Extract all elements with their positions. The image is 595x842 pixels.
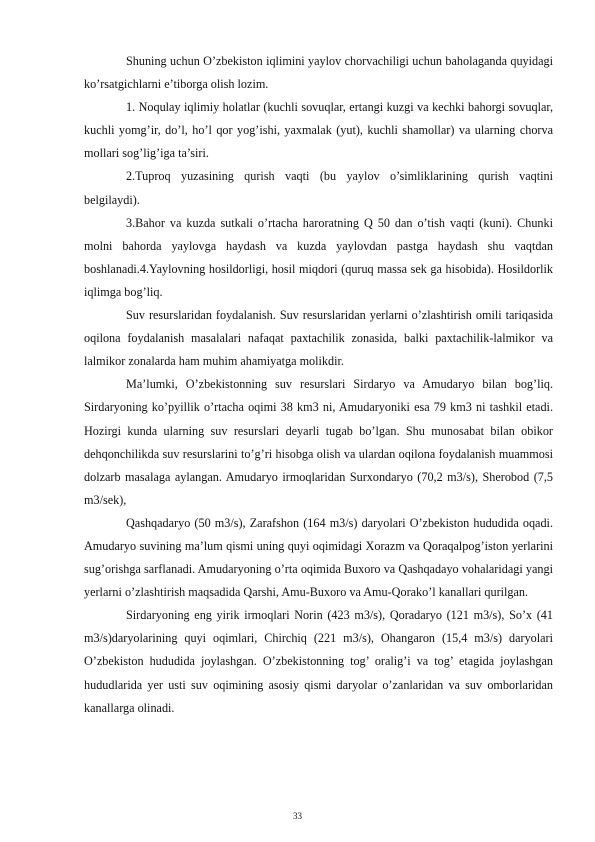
- document-body: [84, 50, 553, 720]
- paragraph-7: Qashqadaryo (50 m3/s), Zarafshon (164 m3/s) daryolari O’zbekiston hududida oqadi. Amudaryo suvining ma’lum qismi uning quyi oqimidagi Xorazm va Qoraqalpog’iston yerlarini sug’orishga sarflanadi. Amudaryoning o’rta oqimida Buxoro va Qashqadayo vohalaridagi yangi yerlarni o’zlashtirish maqsadida Qarshi, Amu-Buxoro va Amu-Qorako’l kanallari qurilgan.: [84, 515, 553, 600]
- paragraph-8: Sirdaryoning eng yirik irmoqlari Norin (423 m3/s), Qoradaryo (121 m3/s), So’x (41 m3/s)daryolarining quyi oqimlari, Chirchiq (221 m3/s), Ohangaron (15,4 m3/s) daryolari O’zbekiston hududida joylashgan. O’zbekistonning tog’ oralig’i va tog’ etagida joylashgan hududlarida yer usti suv oqimining asosiy qismi daryolar o’zanlaridan va suv omborlaridan kanallarga olinadi.: [84, 608, 553, 715]
- paragraph-2: 1. Noqulay iqlimiy holatlar (kuchli sovuqlar, ertangi kuzgi va kechki bahorgi sovuqlar, kuchli yomg’ir, do’l, ho’l qor yog’ishi, yaxmalak (yut), kuchli shamollar) va ularning chorva mollari sog’lig’iga ta’siri.: [84, 100, 553, 161]
- paragraph-6: Ma’lumki, O’zbekistonning suv resurslari Sirdaryo va Amudaryo bilan bog’liq. Sirdaryoning ko’pyillik o’rtacha oqimi 38 km3 ni, Amudaryoniki esa 79 km3 ni tashkil etadi. Hozirgi kunda ularning suv resurslari deyarli tugab bo’lgan. Shu munosabat bilan obikor dehqonchilikda suv resurslarini to’g’ri hisobga olish va ulardan oqilona foydalanish muammosi dolzarb masalaga aylangan. Amudaryo irmoqlaridan Surxondaryo (70,2 m3/s), Sherobod (7,5 m3/sek),: [84, 377, 553, 507]
- page-number: 33: [293, 811, 302, 821]
- paragraph-5: Suv resurslaridan foydalanish. Suv resurslaridan yerlarni o’zlashtirish omili tariqasida oqilona foydalanish masalalari nafaqat paxtachilik zonasida, balki paxtachilik-lalmikor va lalmikor zonalarda ham muhim ahamiyatga molikdir.: [84, 308, 553, 369]
- paragraph-3: 2.Tuproq yuzasining qurish vaqti (bu yaylov o’simliklarining qurish vaqtini belgilaydi).: [84, 169, 553, 207]
- paragraph-1: Shuning uchun O’zbekiston iqlimini yaylov chorvachiligi uchun baholaganda quyidagi ko’rsatgichlarni e’tiborga olish lozim.: [84, 54, 553, 92]
- paragraph-4: 3.Bahor va kuzda sutkali o’rtacha haroratning Q 50 dan o’tish vaqti (kuni). Chunki molni bahorda yaylovga haydash va kuzda yaylovdan pastga haydash shu vaqtdan boshlanadi.4.Yaylovning hosildorligi, hosil miqdori (quruq massa sek ga hisobida). Hosildorlik iqlimga bog’liq.: [84, 215, 553, 299]
